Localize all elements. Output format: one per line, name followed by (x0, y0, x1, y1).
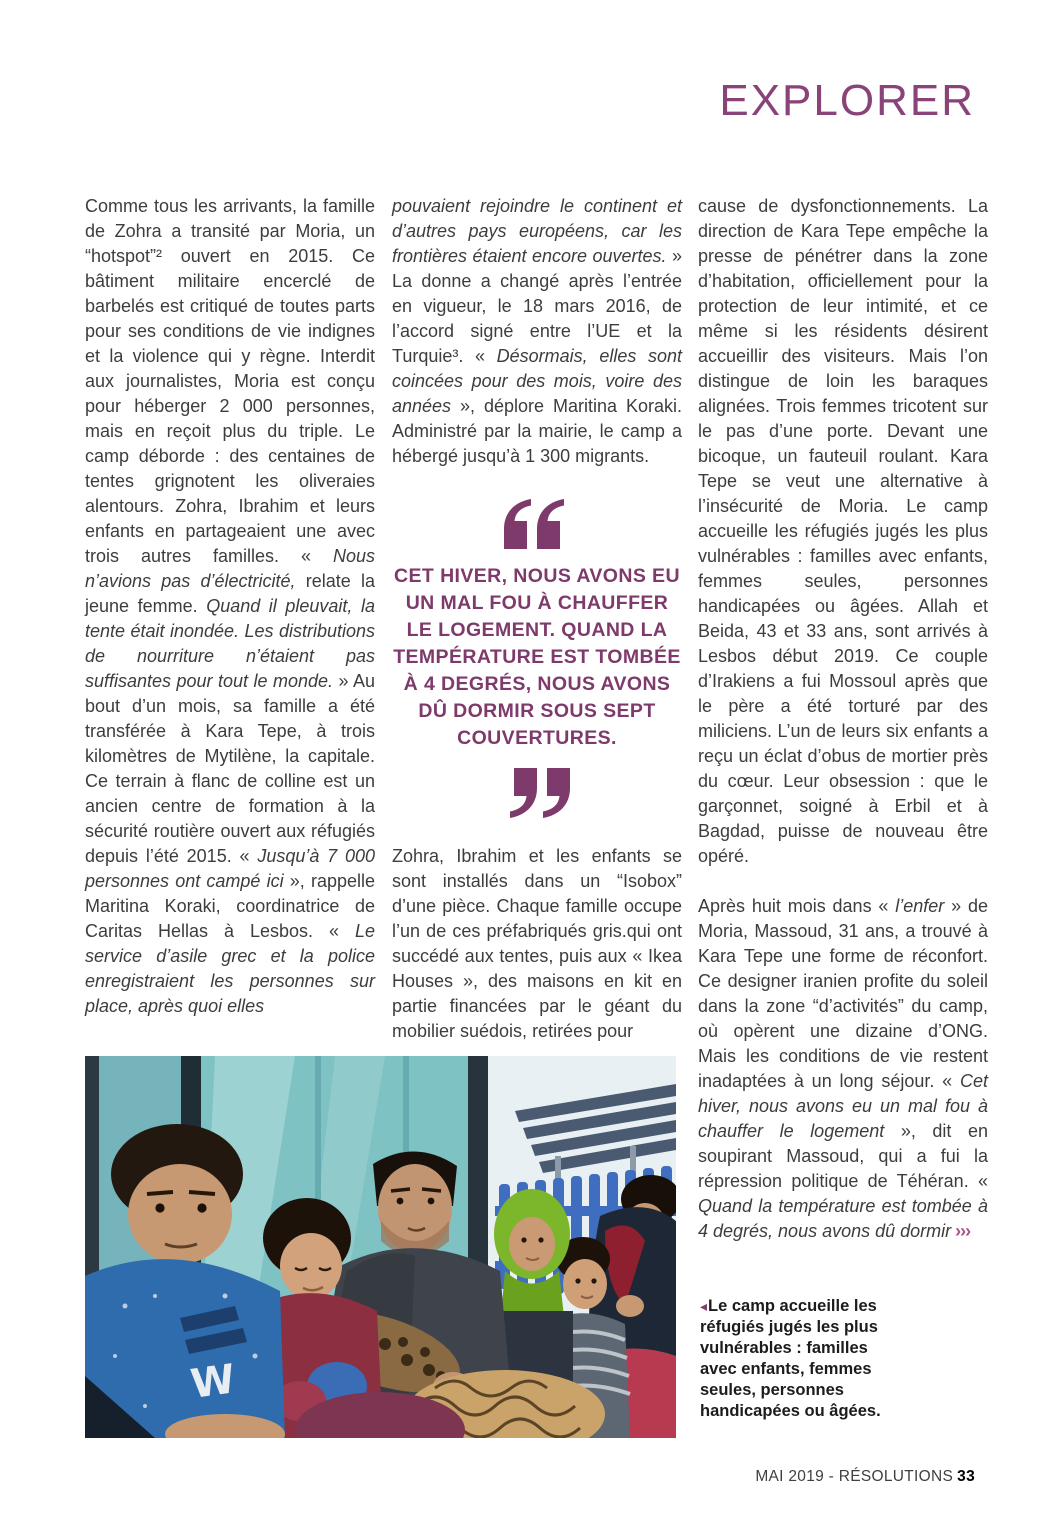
text-segment: Nous n’avions pas d’électricité, (85, 546, 375, 591)
article-column-2 (392, 194, 682, 1044)
text-segment: » Au bout d’un mois, sa famille a été transférée à Kara Tepe, à trois kilomètres de Mytilène, la capitale. Ce terrain à flanc de colline est un ancien centre de formation à la sécurité routière ouvert aux réfugiés depuis l’été 2015. « (85, 671, 375, 866)
close-quote-icon (504, 768, 570, 818)
text-segment: ››› (951, 1221, 971, 1241)
article-column-3 (698, 194, 988, 1244)
photo-illustration (85, 1056, 676, 1438)
paragraph (392, 194, 682, 469)
footer-page-number: 33 (957, 1468, 975, 1485)
text-segment: Quand la température est tombée à 4 degrés, nous avons dû dormir (698, 1196, 988, 1241)
text-segment: Comme tous les arrivants, la famille de Zohra a transité par Moria, un “hotspot”² ouvert en 2015. Ce bâtiment militaire encerclé de barbelés est critiqué de toutes parts pour ses conditions de vie indignes et la violence qui y règne. Interdit aux journalistes, Moria est conçu pour héberger 2 000 personnes, mais en reçoit plus du triple. Le camp déborde : des centaines de tentes grignotent les oliveraies alentours. Zohra, Ibrahim et leurs enfants en partageaient une avec trois autres familles. « (85, 196, 375, 566)
paragraph (85, 194, 375, 1019)
footer-issue: MAI 2019 - RÉSOLUTIONS (755, 1468, 954, 1485)
caption-text: Le camp accueille les réfugiés jugés les plus vulnérables : familles avec enfants, femmes seules, personnes handicapées ou âgées. (700, 1297, 881, 1420)
text-segment: », déplore Maritina Koraki. Administré par la mairie, le camp a hébergé jusqu’à 1 300 migrants. (392, 396, 682, 466)
caption-arrow-icon: ◂ (700, 1298, 708, 1314)
refugee-family-photo (85, 1056, 676, 1438)
text-segment: l’enfer (895, 896, 945, 916)
paragraph (698, 894, 988, 1244)
text-segment: » La donne a changé après l’entrée en vigueur, le 18 mars 2016, de l’accord signé entre l’UE et la Turquie³. « (392, 246, 682, 366)
text-segment: Quand il pleuvait, la tente était inondée. Les distributions de nourriture n’étaient pas suffisantes pour tout le monde. (85, 596, 375, 691)
pull-quote (392, 499, 682, 818)
text-segment: Zohra, Ibrahim et les enfants se sont installés dans un “Isobox” d’une pièce. Chaque famille occupe l’un de ces préfabriqués gris.qui ont succédé aux tentes, puis aux « Ikea Houses », des maisons en kit en partie financées par le géant du mobilier suédois, retirées pour (392, 846, 682, 1041)
text-segment: cause de dysfonctionnements. La direction de Kara Tepe empêche la presse de pénétrer dans la zone d’habitation, officiellement pour la protection de leur intimité, et ce même si les résidents désirent accueillir des visiteurs. Mais l’on distingue de loin les baraques alignées. Trois femmes tricotent sur le pas d’une porte. Devant une bicoque, un fauteuil roulant. Kara Tepe se veut une alternative à l’insécurité de Moria. Le camp accueille les réfugiés jugés les plus vulnérables : familles avec enfants, femmes seules, personnes handicapées ou âgées. Allah et Beida, 43 et 33 ans, sont arrivés à Lesbos début 2019. Ce couple d’Irakiens a fui Mossoul après que le père a été torturé par des miliciens. L’un de leurs six enfants a reçu un éclat d’obus de mortier près du cœur. Leur obsession : que le garçonnet, soigné à Erbil et à Bagdad, puisse de nouveau être opéré. (698, 196, 988, 866)
paragraph (698, 194, 988, 869)
text-segment: » de Moria, Massoud, 31 ans, a trouvé à Kara Tepe une forme de réconfort. Ce designer iranien profite du soleil dans la zone “d’activités” du camp, où opèrent une dizaine d’ONG. Mais les conditions de vie restent inadaptées à un long séjour. « (698, 896, 988, 1091)
pull-quote-text: CET HIVER, NOUS AVONS EU UN MAL FOU À CHAUFFER LE LOGEMENT. QUAND LA TEMPÉRATURE EST TOMBÉE À 4 DEGRÉS, NOUS AVONS DÛ DORMIR SOUS SEPT COUVERTURES. (393, 565, 681, 749)
text-segment: relate la jeune femme. (85, 571, 375, 616)
photo-caption (700, 1296, 900, 1422)
text-segment: », dit en soupirant Massoud, qui a fui la répression politique de Téhéran. « (698, 1121, 989, 1191)
page-title: EXPLORER (719, 76, 975, 125)
text-segment: pouvaient rejoindre le continent et d’autres pays européens, car les frontières étaient encore ouvertes. (392, 196, 682, 266)
svg-text:W: W (187, 1356, 239, 1408)
page-footer (755, 1468, 975, 1486)
text-segment: Cet hiver, nous avons eu un mal fou à chauffer le logement (698, 1071, 988, 1141)
text-segment: Désormais, elles sont coincées pour des mois, voire des années (392, 346, 682, 416)
text-segment: Après huit mois dans « (698, 896, 896, 916)
article-column-1 (85, 194, 375, 1019)
text-segment: Le service d’asile grec et la police enregistraient les personnes sur place, après quoi elles (85, 921, 375, 1016)
open-quote-icon (504, 499, 570, 549)
paragraph (392, 844, 682, 1044)
text-segment: », rappelle Maritina Koraki, coordinatrice de Caritas Hellas à Lesbos. « (85, 871, 376, 941)
text-segment: Jusqu’à 7 000 personnes ont campé ici (85, 846, 375, 891)
